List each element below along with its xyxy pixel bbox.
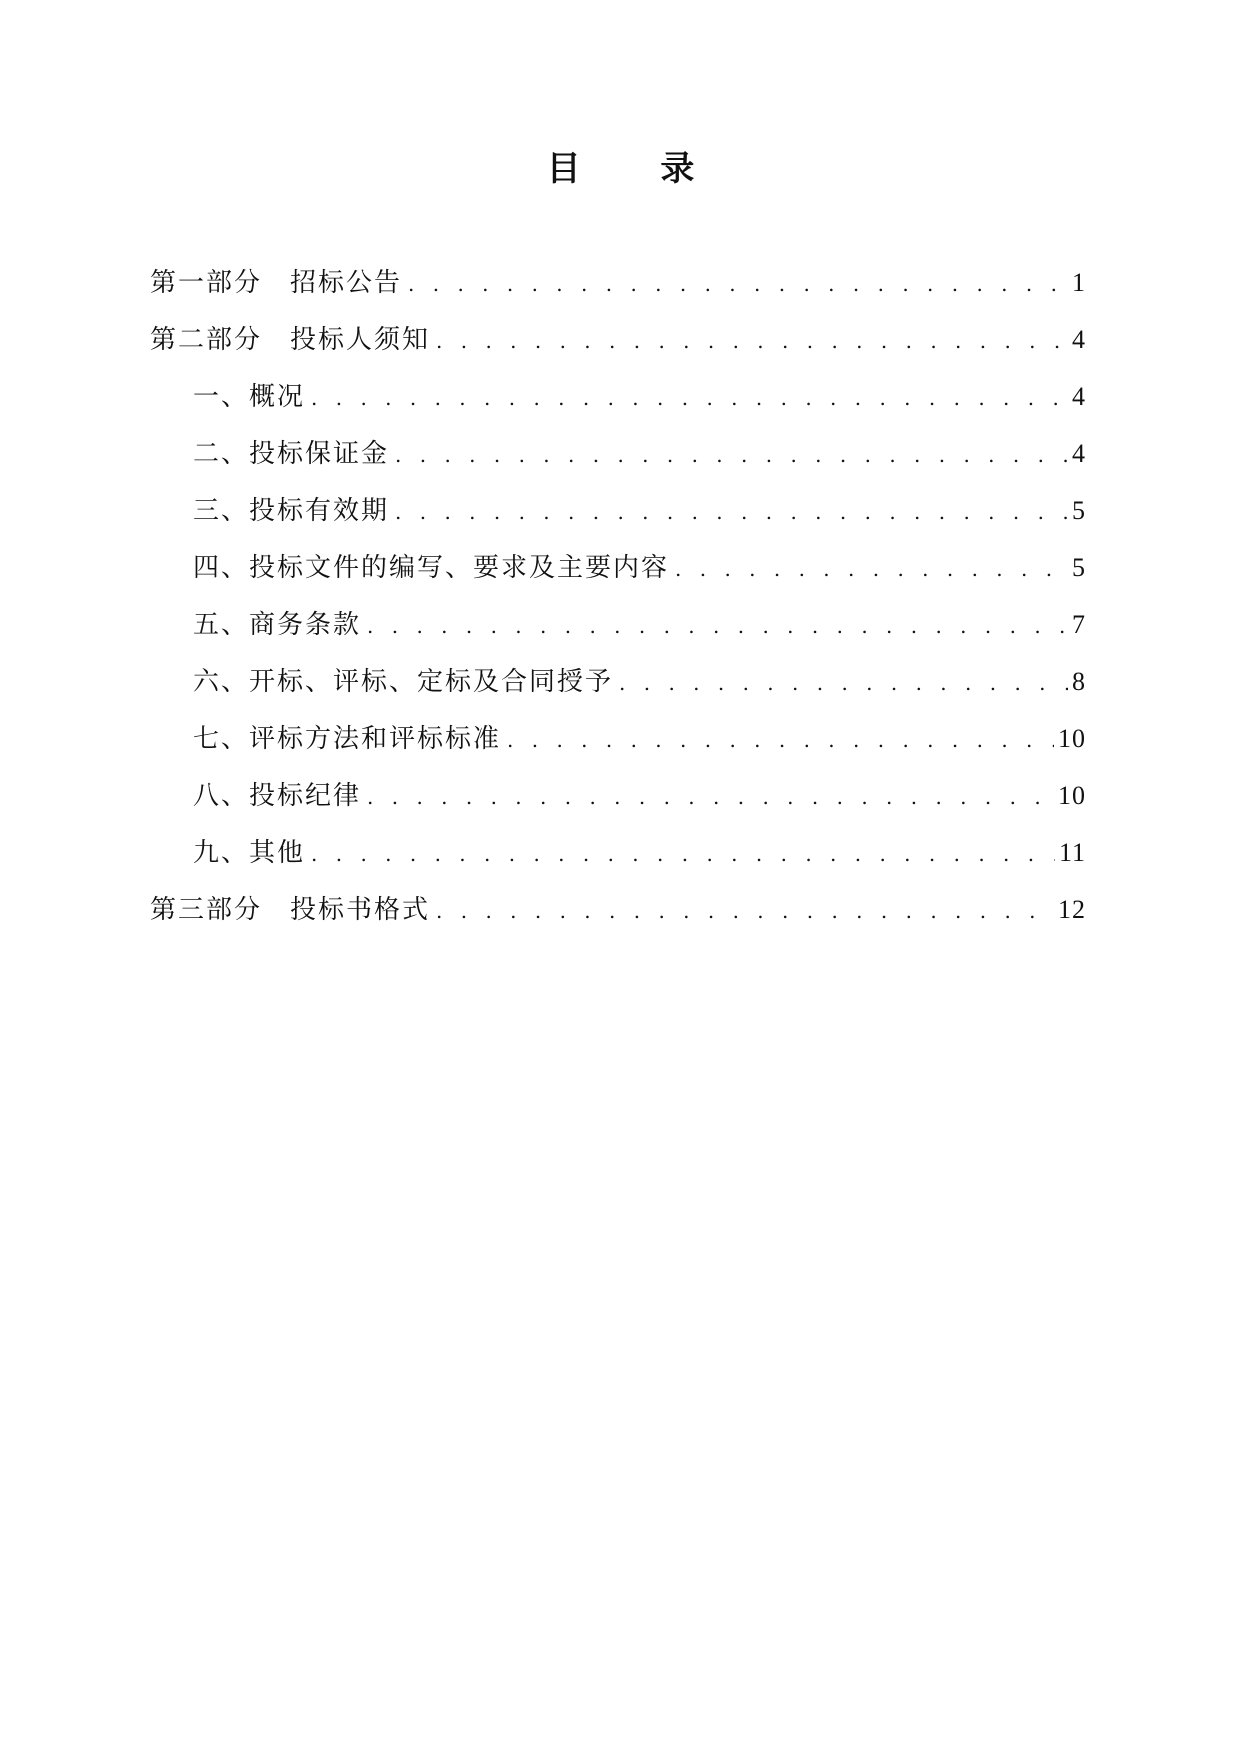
toc-entry-text: 四、投标文件的编写、要求及主要内容 — [193, 553, 670, 583]
toc-page-number: 12 — [1058, 895, 1086, 924]
toc-page-number: 4 — [1072, 325, 1086, 354]
toc-entry-part-1[interactable] — [150, 266, 1086, 323]
dot-leader — [395, 495, 1068, 529]
dot-leader — [367, 609, 1068, 643]
dot-leader — [507, 723, 1054, 757]
toc-list — [150, 266, 1086, 950]
dot-leader — [367, 780, 1054, 814]
dot-leader — [311, 837, 1055, 871]
toc-entry-text: 七、评标方法和评标标准 — [193, 724, 502, 754]
toc-page-number: 1 — [1072, 268, 1086, 297]
toc-page-number: 7 — [1072, 610, 1086, 639]
toc-entry-text: 九、其他 — [193, 838, 306, 868]
toc-title: 目 录 — [546, 149, 729, 189]
toc-entry-text: 二、投标保证金 — [193, 439, 390, 469]
toc-entry-part-2[interactable] — [150, 323, 1086, 380]
dot-leader — [436, 324, 1068, 358]
dot-leader — [408, 267, 1068, 301]
dot-leader — [311, 381, 1068, 415]
toc-entry-section-7[interactable] — [150, 722, 1086, 779]
toc-entry-section-9[interactable] — [150, 836, 1086, 893]
toc-entry-part-3[interactable] — [150, 893, 1086, 950]
toc-entry-text: 第二部分 投标人须知 — [150, 325, 431, 355]
toc-entry-text: 五、商务条款 — [193, 610, 362, 640]
toc-page-number: 8 — [1072, 667, 1086, 696]
toc-page-number: 10 — [1058, 724, 1086, 753]
toc-page-number: 10 — [1058, 781, 1086, 810]
toc-entry-section-2[interactable] — [150, 437, 1086, 494]
dot-leader — [619, 666, 1068, 700]
toc-entry-text: 六、开标、评标、定标及合同授予 — [193, 667, 614, 697]
dot-leader — [436, 894, 1054, 928]
dot-leader — [675, 552, 1068, 586]
toc-page-number: 5 — [1072, 553, 1086, 582]
toc-page-number: 4 — [1072, 439, 1086, 468]
toc-entry-text: 第一部分 招标公告 — [150, 268, 403, 298]
toc-entry-section-4[interactable] — [150, 551, 1086, 608]
toc-entry-section-6[interactable] — [150, 665, 1086, 722]
toc-entry-section-1[interactable] — [150, 380, 1086, 437]
toc-entry-text: 八、投标纪律 — [193, 781, 362, 811]
toc-entry-text: 三、投标有效期 — [193, 496, 390, 526]
toc-page-number: 4 — [1072, 382, 1086, 411]
toc-entry-text: 第三部分 投标书格式 — [150, 895, 431, 925]
toc-page-number: 5 — [1072, 496, 1086, 525]
toc-entry-section-8[interactable] — [150, 779, 1086, 836]
toc-entry-section-3[interactable] — [150, 494, 1086, 551]
toc-entry-section-5[interactable] — [150, 608, 1086, 665]
dot-leader — [395, 438, 1068, 472]
toc-entry-text: 一、概况 — [193, 382, 306, 412]
toc-page-number: 11 — [1058, 838, 1086, 867]
